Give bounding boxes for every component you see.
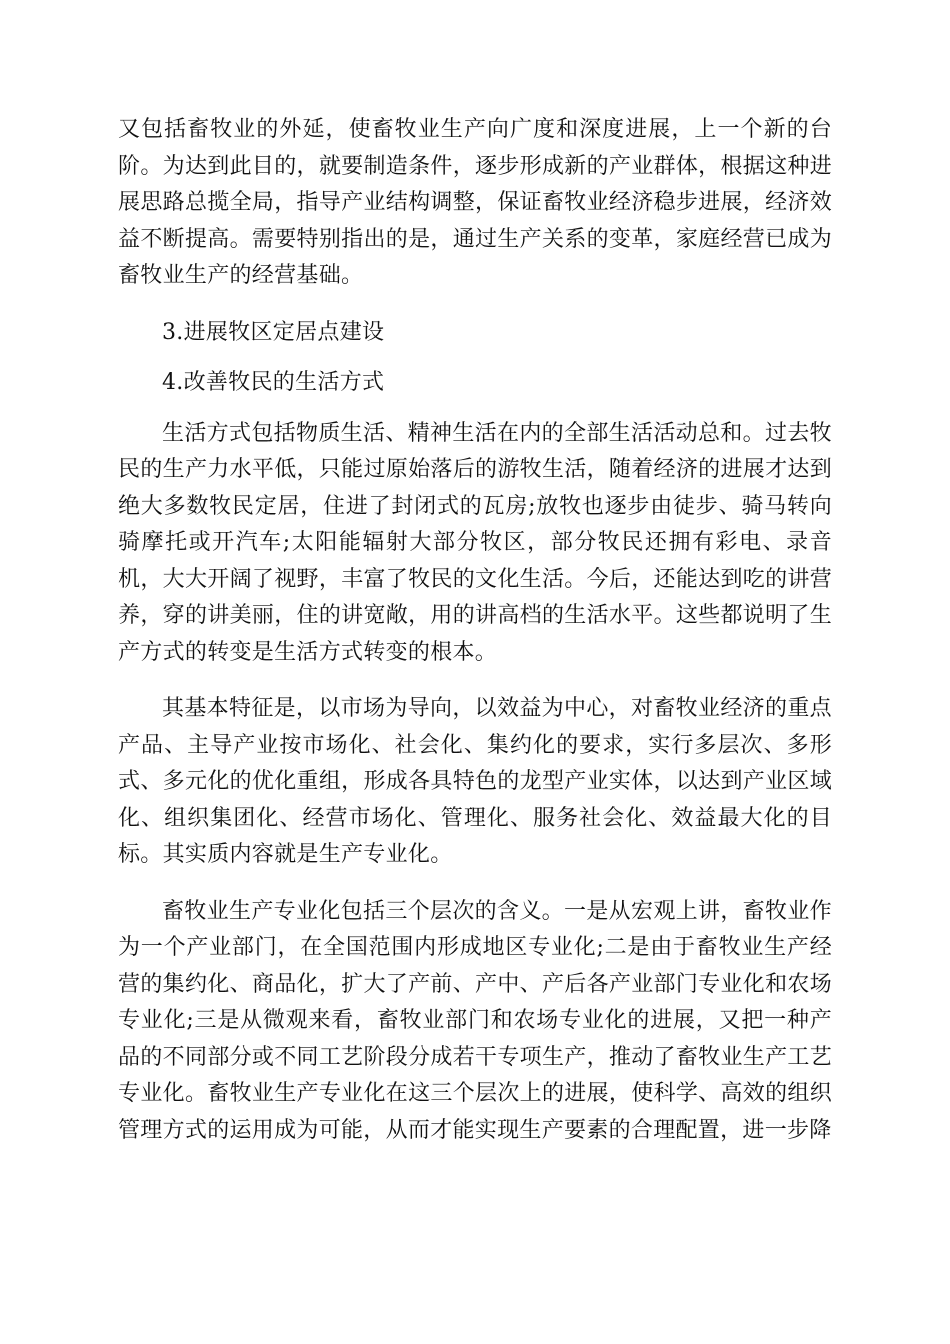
section-heading-4: 4.改善牧民的生活方式 [162,370,385,395]
document-page [118,112,832,1149]
paragraph-continuation: 又包括畜牧业的外延，使畜牧业生产向广度和深度进展，上一个新的台阶。为达到此目的，就要制造条件，逐步形成新的产业群体，根据这种进展思路总揽全局，指导产业结构调整，保证畜牧业经济稳步进展，经济效益不断提高。需要特别指出的是，通过生产关系的变革，家庭经营已成为畜牧业生产的经营基础。 [118,117,832,288]
section-heading-3: 3.进展牧区定居点建设 [162,319,385,345]
paragraph-lifestyle: 生活方式包括物质生活、精神生活在内的全部生活活动总和。过去牧民的生产力水平低，只能过原始落后的游牧生活，随着经济的进展才达到绝大多数牧民定居，住进了封闭式的瓦房;放牧也逐步由徒步、骑马转向骑摩托或开汽车;太阳能辐射大部分牧区，部分牧民还拥有彩电、录音机，大大开阔了视野，丰富了牧民的文化生活。今后，还能达到吃的讲营养，穿的讲美丽，住的讲宽敞，用的讲高档的生活水平。这些都说明了生产方式的转变是生活方式转变的根本。 [118,420,832,665]
paragraph-basic-features: 其基本特征是，以市场为导向，以效益为中心，对畜牧业经济的重点产品、主导产业按市场化、社会化、集约化的要求，实行多层次、多形式、多元化的优化重组，形成各具特色的龙型产业实体，以达到产业区域化、组织集团化、经营市场化、管理化、服务社会化、效益最大化的目标。其实质内容就是生产专业化。 [118,696,832,867]
paragraph-specialization: 畜牧业生产专业化包括三个层次的含义。一是从宏观上讲，畜牧业作为一个产业部门，在全国范围内形成地区专业化;二是由于畜牧业生产经营的集约化、商品化，扩大了产前、产中、产后各产业部门专业化和农场专业化;三是从微观来看，畜牧业部门和农场专业化的进展，又把一种产品的不同部分或不同工艺阶段分成若干专项生产，推动了畜牧业生产工艺专业化。畜牧业生产专业化在这三个层次上的进展，使科学、高效的组织管理方式的运用成为可能，从而才能实现生产要素的合理配置，进一步降 [118,898,832,1143]
